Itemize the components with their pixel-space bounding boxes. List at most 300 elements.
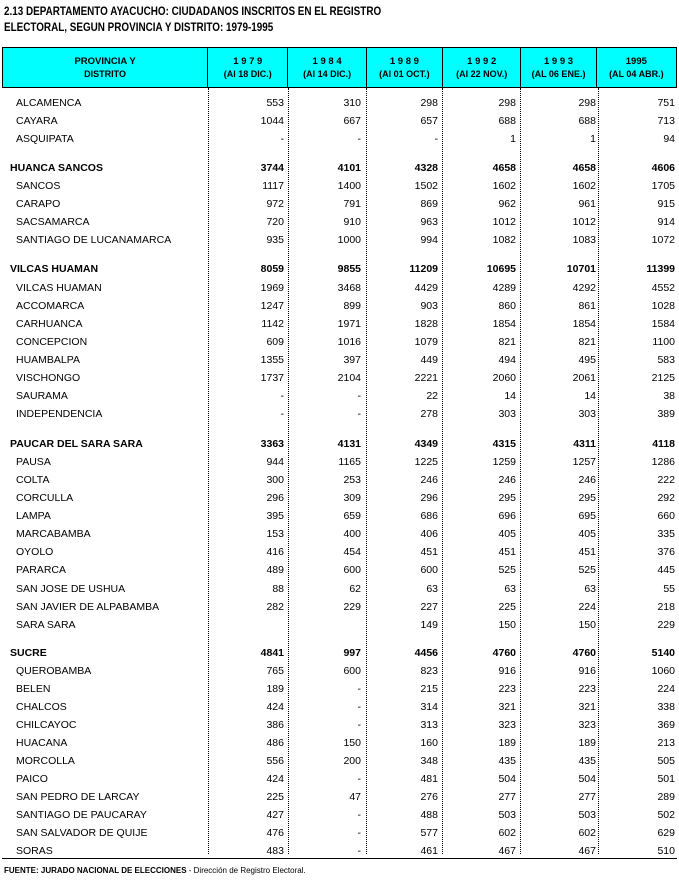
province-row <box>0 160 679 176</box>
value-cell: 944 <box>266 456 284 468</box>
district-row <box>0 663 679 679</box>
value-cell: 1257 <box>572 456 596 468</box>
district-name: SAURAMA <box>16 390 68 402</box>
district-row <box>0 526 679 542</box>
value-cell: 62 <box>349 583 361 595</box>
value-cell: 1012 <box>492 216 516 228</box>
header-label: PROVINCIA Y <box>74 55 136 67</box>
value-cell: 1400 <box>337 180 361 192</box>
district-name: CORCULLA <box>16 492 74 504</box>
value-cell: 503 <box>498 809 516 821</box>
district-row <box>0 196 679 212</box>
value-cell: 972 <box>266 198 284 210</box>
value-cell: 303 <box>498 408 516 420</box>
header-1989 <box>366 48 442 87</box>
value-cell: 994 <box>420 234 438 246</box>
value-cell: 1971 <box>337 318 361 330</box>
value-cell: 4311 <box>573 438 596 450</box>
value-cell: 386 <box>266 719 284 731</box>
district-row <box>0 388 679 404</box>
value-cell: 667 <box>343 115 361 127</box>
value-cell: 4429 <box>414 282 438 294</box>
district-name: OYOLO <box>16 546 54 558</box>
district-row <box>0 789 679 805</box>
value-cell: 63 <box>504 583 516 595</box>
value-cell: 376 <box>657 546 675 558</box>
district-name: QUEROBAMBA <box>16 665 92 677</box>
value-cell: 4606 <box>651 162 675 174</box>
value-cell: 962 <box>498 198 516 210</box>
value-cell: 501 <box>657 773 675 785</box>
value-cell: 5140 <box>651 647 675 659</box>
value-cell: 903 <box>420 300 438 312</box>
district-row <box>0 316 679 332</box>
value-cell: 713 <box>657 115 675 127</box>
value-cell: - <box>357 701 361 713</box>
value-cell: 395 <box>266 510 284 522</box>
value-cell: 1247 <box>260 300 284 312</box>
value-cell: 467 <box>498 845 516 857</box>
value-cell: 303 <box>578 408 596 420</box>
value-cell: 4841 <box>260 647 284 659</box>
value-cell: 310 <box>343 97 361 109</box>
district-name: SAN JOSE DE USHUA <box>16 583 126 595</box>
header-1993 <box>520 48 595 87</box>
value-cell: 246 <box>578 474 596 486</box>
value-cell: 282 <box>266 601 284 613</box>
district-row <box>0 617 679 633</box>
district-row <box>0 280 679 296</box>
value-cell: 505 <box>657 755 675 767</box>
value-cell: 150 <box>498 619 516 631</box>
value-cell: 10701 <box>566 263 596 275</box>
value-cell: 686 <box>420 510 438 522</box>
value-cell: 389 <box>657 408 675 420</box>
value-cell: 503 <box>578 809 596 821</box>
district-row <box>0 699 679 715</box>
value-cell: 4118 <box>652 438 675 450</box>
value-cell: 309 <box>343 492 361 504</box>
district-name: LAMPA <box>16 510 51 522</box>
province-row <box>0 645 679 661</box>
header-date: (Al 01 OCT.) <box>379 68 430 79</box>
district-row <box>0 113 679 129</box>
value-cell: 4658 <box>572 162 596 174</box>
district-name: ASQUIPATA <box>16 133 74 145</box>
value-cell: 321 <box>578 701 596 713</box>
value-cell: 9855 <box>337 263 361 275</box>
value-cell: 2061 <box>572 372 596 384</box>
district-name: SANTIAGO DE LUCANAMARCA <box>16 234 172 246</box>
bottom-rule <box>2 858 677 859</box>
value-cell: 445 <box>657 564 675 576</box>
value-cell: 3744 <box>260 162 284 174</box>
value-cell: 451 <box>578 546 596 558</box>
value-cell: - <box>357 390 361 402</box>
value-cell: 313 <box>420 719 438 731</box>
value-cell: 821 <box>578 336 596 348</box>
district-name: SACSAMARCA <box>16 216 90 228</box>
value-cell: 4328 <box>414 162 438 174</box>
value-cell: 3468 <box>337 282 361 294</box>
value-cell: 915 <box>657 198 675 210</box>
value-cell: 720 <box>266 216 284 228</box>
district-name: ACCOMARCA <box>16 300 85 312</box>
value-cell: 223 <box>498 683 516 695</box>
header-year: 1 9 8 4 <box>312 55 342 67</box>
value-cell: 577 <box>420 827 438 839</box>
value-cell: 765 <box>266 665 284 677</box>
district-name: SAN JAVIER DE ALPABAMBA <box>16 601 160 613</box>
value-cell: 14 <box>504 390 516 402</box>
value-cell: 277 <box>578 791 596 803</box>
value-cell: 1737 <box>260 372 284 384</box>
value-cell: 504 <box>498 773 516 785</box>
source-note <box>4 866 306 875</box>
value-cell: 338 <box>657 701 675 713</box>
header-1979 <box>207 48 287 87</box>
value-cell: 200 <box>343 755 361 767</box>
value-cell: 1225 <box>414 456 438 468</box>
district-row <box>0 178 679 194</box>
district-row <box>0 581 679 597</box>
value-cell: 935 <box>266 234 284 246</box>
value-cell: 4552 <box>651 282 675 294</box>
district-row <box>0 472 679 488</box>
value-cell: 963 <box>420 216 438 228</box>
value-cell: 300 <box>266 474 284 486</box>
value-cell: 861 <box>578 300 596 312</box>
value-cell: 55 <box>663 583 675 595</box>
value-cell: 1165 <box>338 456 361 468</box>
value-cell: 1602 <box>572 180 596 192</box>
value-cell: - <box>280 133 284 145</box>
value-cell: 246 <box>498 474 516 486</box>
district-row <box>0 131 679 147</box>
district-name: INDEPENDENCIA <box>16 408 103 420</box>
document-title <box>4 4 580 36</box>
province-name: PAUCAR DEL SARA SARA <box>10 438 143 450</box>
value-cell: 298 <box>498 97 516 109</box>
value-cell: - <box>280 408 284 420</box>
value-cell: 821 <box>498 336 516 348</box>
value-cell: 451 <box>498 546 516 558</box>
value-cell: 916 <box>498 665 516 677</box>
value-cell: 916 <box>578 665 596 677</box>
district-row <box>0 753 679 769</box>
district-name: MORCOLLA <box>16 755 75 767</box>
value-cell: 435 <box>578 755 596 767</box>
source-label: FUENTE: JURADO NACIONAL DE ELECCIONES <box>4 866 187 875</box>
value-cell: 4760 <box>492 647 516 659</box>
value-cell: 160 <box>420 737 438 749</box>
value-cell: 869 <box>420 198 438 210</box>
district-name: CARAPO <box>16 198 61 210</box>
district-row <box>0 843 679 859</box>
header-sublabel: DISTRITO <box>84 68 126 79</box>
value-cell: 1286 <box>651 456 675 468</box>
value-cell: 1 <box>510 133 516 145</box>
value-cell: 1100 <box>652 336 675 348</box>
value-cell: 486 <box>266 737 284 749</box>
title-line-2: ELECTORAL, SEGUN PROVINCIA Y DISTRITO: 1979-1995 <box>4 22 274 34</box>
value-cell: - <box>280 390 284 402</box>
district-name: CHILCAYOC <box>16 719 77 731</box>
district-row <box>0 717 679 733</box>
district-name: VISCHONGO <box>16 372 81 384</box>
value-cell: 1016 <box>337 336 361 348</box>
value-cell: 153 <box>266 528 284 540</box>
value-cell: 4456 <box>414 647 438 659</box>
district-name: MARCABAMBA <box>16 528 91 540</box>
value-cell: 321 <box>498 701 516 713</box>
value-cell: 4289 <box>492 282 516 294</box>
district-row <box>0 681 679 697</box>
value-cell: 1259 <box>492 456 516 468</box>
value-cell: 1028 <box>651 300 675 312</box>
value-cell: - <box>357 408 361 420</box>
district-name: SAN SALVADOR DE QUIJE <box>16 827 148 839</box>
district-name: SANTIAGO DE PAUCARAY <box>16 809 147 821</box>
value-cell: 791 <box>343 198 361 210</box>
value-cell: 1 <box>590 133 596 145</box>
value-cell: 323 <box>578 719 596 731</box>
value-cell: 495 <box>578 354 596 366</box>
value-cell: 405 <box>498 528 516 540</box>
value-cell: 406 <box>420 528 438 540</box>
value-cell: 483 <box>266 845 284 857</box>
value-cell: 296 <box>266 492 284 504</box>
district-name: CHALCOS <box>16 701 67 713</box>
district-name: HUAMBALPA <box>16 354 80 366</box>
value-cell: 553 <box>266 97 284 109</box>
value-cell: 494 <box>498 354 516 366</box>
value-cell: - <box>357 809 361 821</box>
value-cell: 4760 <box>572 647 596 659</box>
value-cell: 298 <box>420 97 438 109</box>
province-name: HUANCA SANCOS <box>10 162 103 174</box>
header-year: 1 9 9 3 <box>543 55 574 67</box>
value-cell: 1082 <box>492 234 516 246</box>
value-cell: 296 <box>420 492 438 504</box>
value-cell: 295 <box>498 492 516 504</box>
header-date: (Al 14 DIC.) <box>303 68 352 79</box>
value-cell: 1854 <box>572 318 596 330</box>
title-line-1: 2.13 DEPARTAMENTO AYACUCHO: CIUDADANOS INSCRITOS EN EL REGISTRO <box>4 6 382 18</box>
value-cell: 502 <box>657 809 675 821</box>
value-cell: 215 <box>420 683 438 695</box>
value-cell: 695 <box>578 510 596 522</box>
value-cell: 449 <box>420 354 438 366</box>
district-name: PAUSA <box>16 456 51 468</box>
district-row <box>0 454 679 470</box>
value-cell: 189 <box>578 737 596 749</box>
header-date: (AL 04 ABR.) <box>609 68 664 79</box>
value-cell: 225 <box>266 791 284 803</box>
value-cell: 224 <box>578 601 596 613</box>
district-row <box>0 544 679 560</box>
value-cell: 149 <box>420 619 438 631</box>
header-year: 1995 <box>625 55 647 67</box>
value-cell: 213 <box>657 737 675 749</box>
value-cell: 688 <box>498 115 516 127</box>
value-cell: 488 <box>420 809 438 821</box>
value-cell: 1044 <box>260 115 284 127</box>
value-cell: 4315 <box>492 438 516 450</box>
header-date: (AL 06 ENE.) <box>531 68 586 79</box>
district-row <box>0 735 679 751</box>
value-cell: 1083 <box>572 234 596 246</box>
value-cell: 292 <box>657 492 675 504</box>
district-name: PARARCA <box>16 564 66 576</box>
value-cell: 227 <box>420 601 438 613</box>
province-row <box>0 436 679 452</box>
value-cell: 222 <box>657 474 675 486</box>
district-row <box>0 370 679 386</box>
value-cell: 629 <box>657 827 675 839</box>
value-cell: 476 <box>266 827 284 839</box>
value-cell: 435 <box>498 755 516 767</box>
district-name: HUACANA <box>16 737 68 749</box>
district-name: SORAS <box>16 845 53 857</box>
value-cell: 823 <box>420 665 438 677</box>
value-cell: 600 <box>420 564 438 576</box>
value-cell: 1012 <box>572 216 596 228</box>
header-year: 1 9 8 9 <box>389 55 419 67</box>
header-year: 1 9 9 2 <box>467 55 497 67</box>
district-row <box>0 406 679 422</box>
value-cell: - <box>357 133 361 145</box>
value-cell: 424 <box>266 773 284 785</box>
value-cell: 1079 <box>414 336 438 348</box>
value-cell: 481 <box>420 773 438 785</box>
district-name: COLTA <box>16 474 50 486</box>
value-cell: 910 <box>343 216 361 228</box>
district-row <box>0 95 679 111</box>
province-row <box>0 261 679 277</box>
value-cell: 454 <box>343 546 361 558</box>
value-cell: 914 <box>657 216 675 228</box>
value-cell: 397 <box>343 354 361 366</box>
value-cell: 657 <box>420 115 438 127</box>
value-cell: 416 <box>266 546 284 558</box>
value-cell: 63 <box>584 583 596 595</box>
value-cell: 602 <box>498 827 516 839</box>
value-cell: 504 <box>578 773 596 785</box>
value-cell: 1117 <box>262 180 284 192</box>
value-cell: 696 <box>498 510 516 522</box>
value-cell: - <box>357 773 361 785</box>
value-cell: 1584 <box>651 318 675 330</box>
value-cell: 8059 <box>260 263 284 275</box>
value-cell: 467 <box>578 845 596 857</box>
district-name: CAYARA <box>16 115 58 127</box>
header-1984 <box>287 48 365 87</box>
value-cell: 583 <box>657 354 675 366</box>
value-cell: 427 <box>266 809 284 821</box>
value-cell: 10695 <box>486 263 516 275</box>
value-cell: 298 <box>578 97 596 109</box>
value-cell: 1705 <box>651 180 675 192</box>
header-1992 <box>442 48 520 87</box>
value-cell: 1072 <box>651 234 675 246</box>
value-cell: 289 <box>657 791 675 803</box>
value-cell: 489 <box>266 564 284 576</box>
district-name: PAICO <box>16 773 48 785</box>
value-cell: 660 <box>657 510 675 522</box>
value-cell: 510 <box>657 845 675 857</box>
value-cell: 88 <box>272 583 284 595</box>
value-cell: 3363 <box>260 438 284 450</box>
value-cell: 451 <box>420 546 438 558</box>
value-cell: 1060 <box>651 665 675 677</box>
value-cell: 961 <box>578 198 596 210</box>
value-cell: 369 <box>657 719 675 731</box>
value-cell: 11209 <box>409 263 438 275</box>
value-cell: 525 <box>578 564 596 576</box>
value-cell: 1355 <box>260 354 284 366</box>
district-name: VILCAS HUAMAN <box>16 282 102 294</box>
table-header <box>2 47 677 88</box>
value-cell: 860 <box>498 300 516 312</box>
value-cell: 335 <box>657 528 675 540</box>
value-cell: 899 <box>343 300 361 312</box>
value-cell: 225 <box>498 601 516 613</box>
value-cell: 314 <box>420 701 438 713</box>
province-name: VILCAS HUAMAN <box>10 263 99 275</box>
district-name: CARHUANCA <box>16 318 83 330</box>
value-cell: 461 <box>420 845 438 857</box>
value-cell: 2221 <box>414 372 438 384</box>
value-cell: 276 <box>420 791 438 803</box>
district-name: CONCEPCION <box>16 336 88 348</box>
value-cell: 400 <box>343 528 361 540</box>
value-cell: 4131 <box>337 438 361 450</box>
value-cell: 150 <box>578 619 596 631</box>
district-name: ALCAMENCA <box>16 97 82 109</box>
district-row <box>0 807 679 823</box>
value-cell: 229 <box>343 601 361 613</box>
value-cell: 751 <box>657 97 675 109</box>
value-cell: 2104 <box>337 372 361 384</box>
value-cell: 218 <box>657 601 675 613</box>
district-name: SANCOS <box>16 180 61 192</box>
district-row <box>0 771 679 787</box>
value-cell: - <box>357 845 361 857</box>
value-cell: 223 <box>578 683 596 695</box>
value-cell: 189 <box>266 683 284 695</box>
value-cell: 525 <box>498 564 516 576</box>
value-cell: 189 <box>498 737 516 749</box>
value-cell: 556 <box>266 755 284 767</box>
header-1995 <box>596 48 676 87</box>
district-row <box>0 599 679 615</box>
value-cell: 277 <box>498 791 516 803</box>
value-cell: 295 <box>578 492 596 504</box>
source-detail: - Dirección de Registro Electoral. <box>186 866 306 875</box>
value-cell: 4292 <box>572 282 596 294</box>
value-cell: 253 <box>343 474 361 486</box>
value-cell: 278 <box>420 408 438 420</box>
value-cell: - <box>434 133 438 145</box>
header-year: 1 9 7 9 <box>233 55 263 67</box>
value-cell: 14 <box>584 390 596 402</box>
value-cell: 997 <box>343 647 361 659</box>
value-cell: 424 <box>266 701 284 713</box>
value-cell: 1602 <box>492 180 516 192</box>
value-cell: 600 <box>343 665 361 677</box>
district-row <box>0 825 679 841</box>
